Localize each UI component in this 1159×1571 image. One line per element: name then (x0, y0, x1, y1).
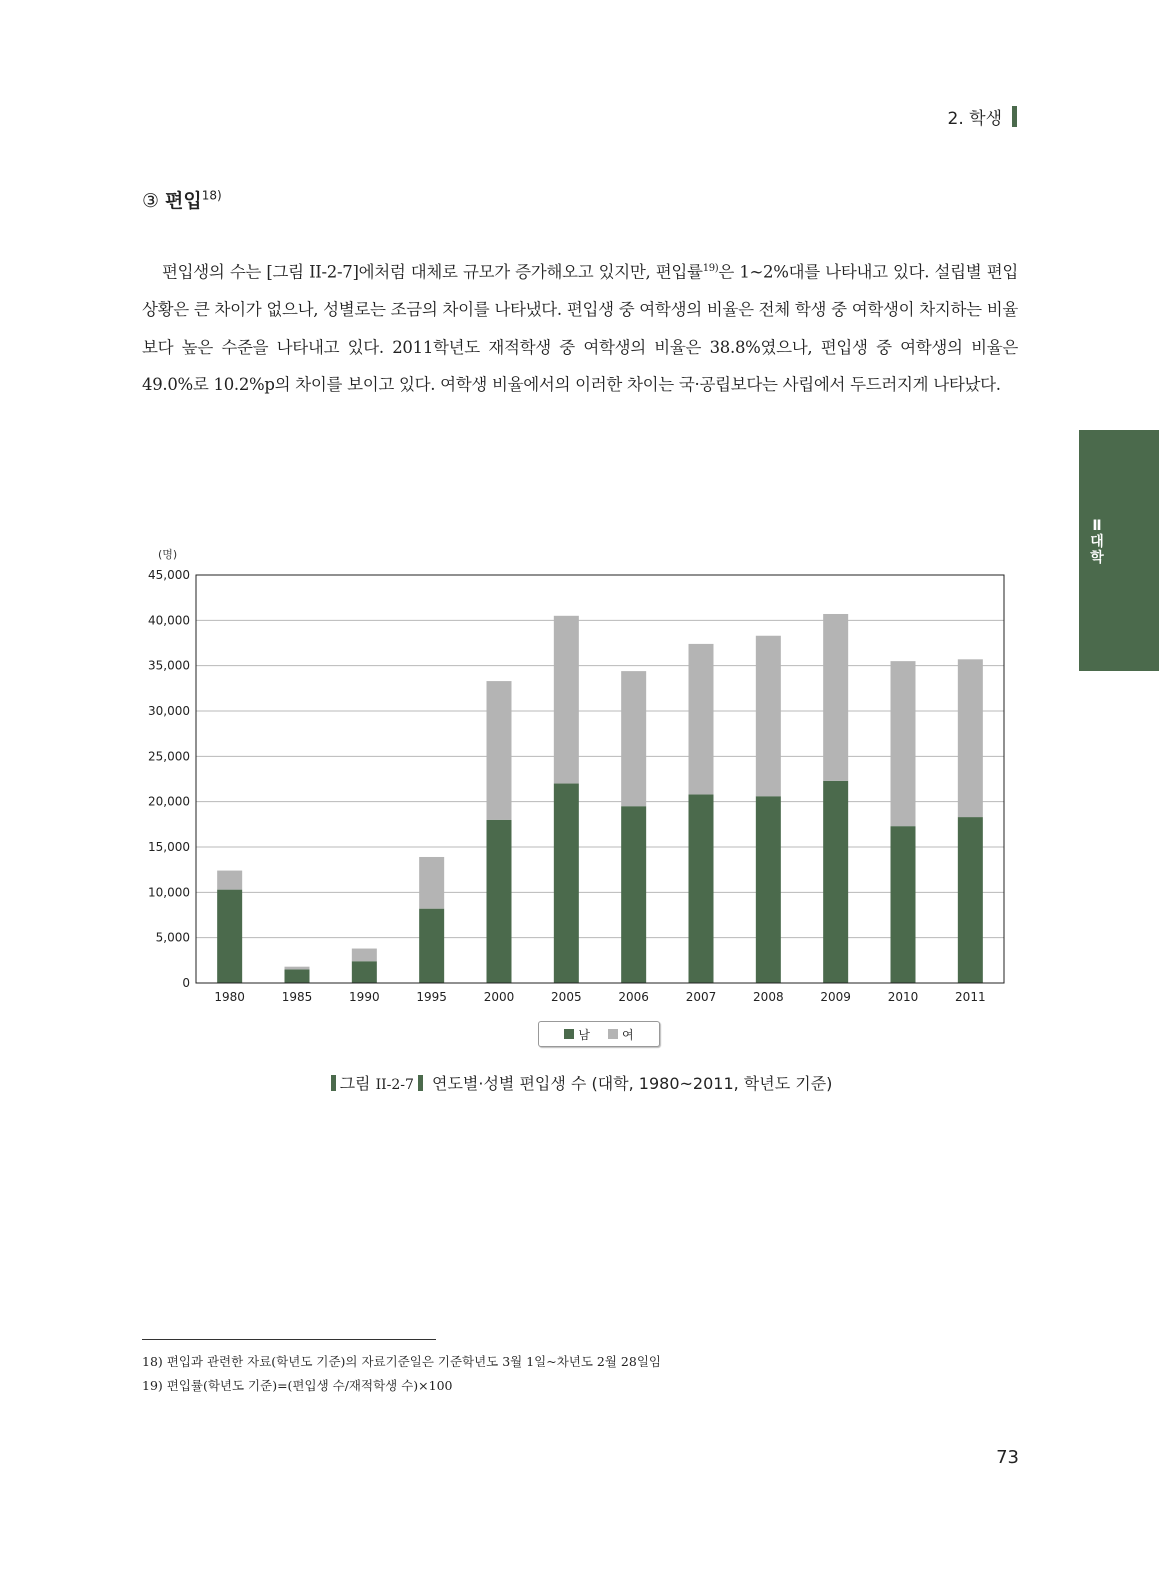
x-tick-label: 2008 (753, 990, 784, 1004)
footnote-divider (142, 1339, 436, 1340)
bar-female (823, 614, 848, 781)
bar-female (958, 659, 983, 817)
caption-fig-number: II-2-7 (375, 1077, 414, 1093)
x-tick-label: 2007 (685, 990, 717, 1004)
legend-swatch-female (608, 1029, 618, 1039)
y-tick-label: 10,000 (148, 885, 190, 900)
bar-female (756, 636, 781, 796)
bar-male (419, 909, 444, 983)
x-tick-label: 1985 (281, 990, 313, 1004)
bar-male (487, 820, 512, 983)
y-tick-label: 5,000 (155, 930, 190, 945)
bar-female (689, 644, 714, 795)
x-tick-label: 1995 (416, 990, 447, 1004)
bar-male (823, 781, 848, 983)
bar-female (285, 967, 310, 970)
page-number: 73 (996, 1447, 1019, 1468)
bar-female (419, 857, 444, 909)
footnote-ref-19: 19) (702, 263, 719, 274)
bar-male (554, 784, 579, 983)
y-tick-label: 45,000 (148, 568, 190, 582)
bar-male (217, 890, 242, 983)
legend-label-female: 여 (622, 1027, 634, 1042)
bar-male (756, 796, 781, 983)
plot-frame (196, 575, 1004, 983)
body-text-part-2: 은 1~2%대를 나타내고 있다. 설립별 편입 상황은 큰 차이가 없으나, 성별로는 조금의 차이를 나타냈다. 편입생 중 여학생의 비율은 전체 학생 중 여학생이 차지하는 비율보다 높은 수준을 나타내고 있다. 2011학년도 재적학생 중 여학생의 비율은 38.8%였으나, 편입생 중 여학생의 비율은 49.0%로 10.2%p의 차이를 보이고 있다. 여학생 비율에서의 이러한 차이는 국·공립보다는 사립에서 두드러지게 나타났다. (142, 262, 1018, 394)
chapter-side-tab-label: Ⅱ 대학 (1090, 518, 1104, 566)
footnotes (142, 1350, 661, 1398)
x-tick-label: 2010 (887, 990, 919, 1004)
section-title (142, 186, 222, 213)
x-tick-label: 2006 (618, 990, 649, 1004)
body-text-part-1: 편입생의 수는 [그림 II-2-7]에처럼 대체로 규모가 증가해오고 있지만, 편입률 (162, 262, 703, 282)
bar-female (217, 871, 242, 890)
y-tick-label: 40,000 (148, 613, 190, 628)
y-axis-unit: (명) (158, 548, 178, 561)
y-tick-label: 20,000 (148, 794, 190, 809)
x-tick-label: 2011 (955, 990, 986, 1004)
y-tick-label: 30,000 (148, 704, 190, 718)
bar-female (621, 671, 646, 806)
legend-label-male: 남 (578, 1027, 590, 1042)
bar-female (891, 661, 916, 826)
section-number: ③ (142, 190, 160, 212)
caption-bar-right (418, 1075, 423, 1091)
caption-bar-left (331, 1075, 336, 1091)
x-tick-label: 2005 (551, 990, 582, 1004)
bar-female (554, 616, 579, 784)
legend-swatch-male (564, 1029, 574, 1039)
bar-male (958, 817, 983, 983)
bar-male (352, 961, 377, 983)
bar-male (285, 969, 310, 983)
body-paragraph (142, 250, 1018, 404)
caption-fig-label: 그림 (339, 1074, 371, 1093)
chapter-side-tab (1079, 430, 1159, 671)
bar-female (487, 681, 512, 820)
footnote-ref-18: 18) (201, 188, 222, 203)
x-tick-label: 1980 (214, 990, 245, 1004)
bar-female (352, 949, 377, 962)
running-head-text: 2. 학생 (947, 109, 1002, 129)
stacked-bar-chart (140, 540, 1020, 1010)
y-tick-label: 25,000 (148, 749, 190, 764)
x-tick-label: 1990 (349, 990, 380, 1004)
y-tick-label: 35,000 (148, 658, 190, 673)
figure-caption (0, 1071, 1159, 1094)
y-tick-label: 15,000 (148, 840, 190, 854)
chart-legend (538, 1021, 660, 1047)
section-title-text: 편입 (165, 190, 202, 212)
bar-male (689, 794, 714, 983)
running-head-bar (1012, 106, 1017, 127)
x-tick-label: 2009 (820, 990, 851, 1004)
legend-item-female (608, 1026, 634, 1043)
caption-text: 연도별·성별 편입생 수 (대학, 1980~2011, 학년도 기준) (432, 1074, 833, 1093)
legend-item-male (564, 1026, 590, 1043)
y-tick-label: 0 (182, 976, 190, 990)
running-head (948, 104, 1017, 129)
bar-male (621, 806, 646, 983)
footnote-19: 19) 편입률(학년도 기준)=(편입생 수/재적학생 수)×100 (142, 1378, 453, 1393)
bar-male (891, 826, 916, 983)
footnote-18: 18) 편입과 관련한 자료(학년도 기준)의 자료기준일은 기준학년도 3월 1일~차년도 2월 28일임 (142, 1354, 661, 1369)
x-tick-label: 2000 (483, 990, 515, 1004)
